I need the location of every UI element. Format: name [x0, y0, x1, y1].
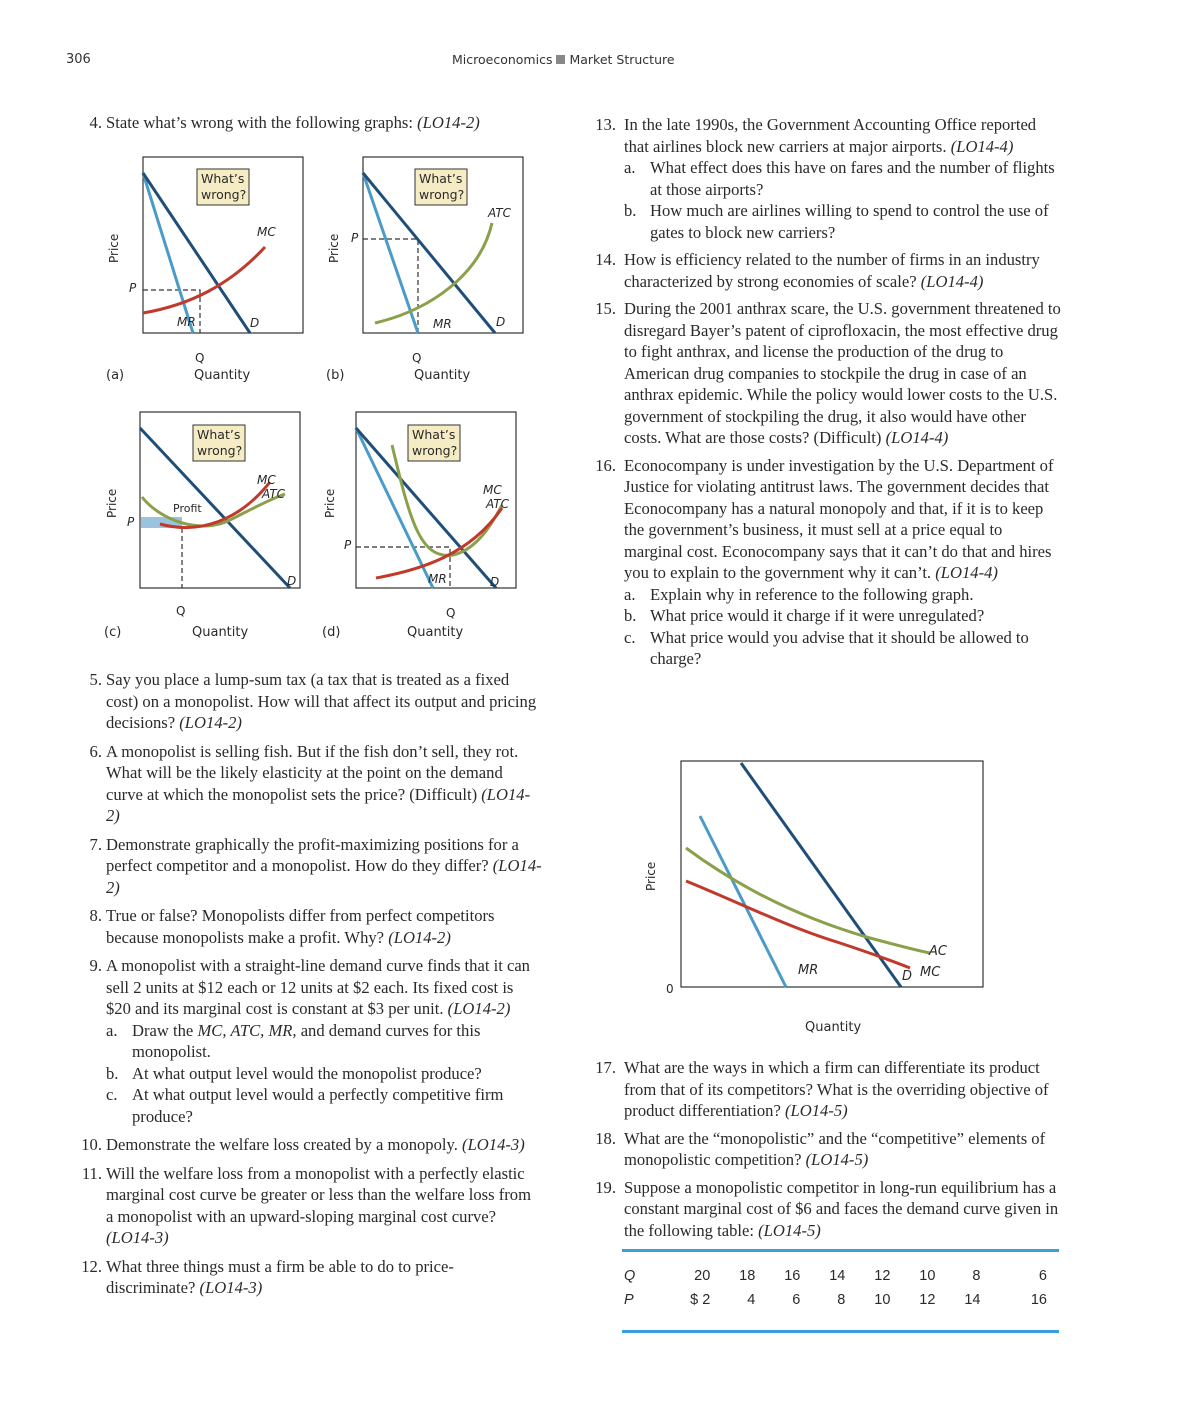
origin-label: 0 — [666, 982, 674, 996]
d-label: D — [250, 316, 260, 330]
question-10: 10. Demonstrate the welfare loss created by a monopoly. (LO14-3) — [81, 1135, 525, 1154]
question-11: 11. Will the welfare loss from a monopolist with a perfectly elastic marginal cost curve be greater or less than the welfare loss from a monopolist with an upward-sloping marginal cost curve? (LO14-3) — [81, 1163, 531, 1247]
question-9a: a. Draw the MC, ATC, MR, and demand curves for this monopolist. — [106, 1020, 481, 1061]
table-cell: 4 — [747, 1292, 756, 1308]
question-16: 16. Econocompany is under investigation by the U.S. Department of Justice for violating antitrust laws. The government decides that Econocompany has a natural monopoly and that, if it is to keep the government’s business, it must sell at a price equal to marginal cost. Econocompany says that it can’t do that and hires you to explain to the government why it can’t. (LO14-4) a. Explain why in reference to the following graph. b. What price would it charge if it were unregulated? c. What price would you advise that it should be allowed to charge? — [594, 455, 1064, 670]
y-axis-label: Price — [327, 233, 341, 263]
mc-label: MC — [920, 965, 941, 980]
question-text: State what’s wrong with the following graphs: — [106, 113, 413, 132]
question-15: 15. During the 2001 anthrax scare, the U.S. government threatened to disregard Bayer’s patent of ciprofloxacin, the most effective drug to fight anthrax, and license the production of the drug to American drug companies to stockpile the drug in case of an anthrax epidemic. While the policy would lower costs to the U.S. government of stockpiling the drug, it also would have other costs. What are those costs? (Difficult) (LO14-4) — [595, 299, 1061, 447]
x-axis-label: Quantity — [407, 625, 464, 640]
learning-objective: (LO14-2) — [417, 113, 480, 132]
question-13a: a. What effect does this have on fares and the number of flights at those airports? — [624, 158, 1055, 199]
y-axis-label: Price — [323, 488, 337, 518]
table-cell: 14 — [829, 1268, 846, 1284]
question-13: 13. In the late 1990s, the Government Accounting Office reported that airlines block new carriers at major airports. (LO14-4) a. What effect does this have on fares and the number of flights at those airports? b. How much are airlines willing to spend to control the use of gates to block new carriers? — [594, 114, 1064, 243]
d-label: D — [287, 574, 297, 588]
question-9c: c. At what output level would a perfectly competitive firm produce? — [106, 1085, 504, 1126]
callout-text: What’s wrong? — [412, 427, 458, 458]
question-13b: b. How much are airlines willing to spend to control the use of gates to block new carriers? — [624, 201, 1049, 242]
table-cell: 16 — [1030, 1292, 1047, 1308]
question-16b: b. What price would it charge if it were unregulated? — [624, 606, 985, 625]
p-label: P — [344, 538, 352, 552]
question-14: 14. How is efficiency related to the number of firms in an industry characterized by strong economies of scale? (LO14-4) — [595, 250, 1040, 291]
question-12: 12. What three things must a firm be able to do to price-discriminate? (LO14-3) — [81, 1256, 454, 1297]
x-axis-label: Quantity — [192, 625, 249, 640]
profit-label: Profit — [173, 502, 202, 515]
graph-c — [100, 410, 330, 655]
p-label: P — [351, 231, 359, 245]
table-cell: 18 — [739, 1268, 756, 1284]
graph-d — [320, 410, 550, 655]
question-16c: c. What price would you advise that it should be allowed to charge? — [624, 627, 1029, 668]
table-cell: 12 — [874, 1268, 891, 1284]
p-label: P — [129, 281, 137, 295]
page-number: 306 — [66, 52, 91, 67]
table-cell: $ 2 — [690, 1292, 711, 1308]
table-cell: 10 — [919, 1268, 936, 1284]
question-17: 17. What are the ways in which a firm can differentiate its product from that of its competitors? What is the overriding objective of product differentiation? (LO14-5) — [595, 1058, 1049, 1120]
table-cell: 12 — [919, 1292, 936, 1308]
q-label: Q — [446, 606, 456, 620]
question-9b: b. At what output level would the monopolist produce? — [106, 1063, 482, 1083]
d-label: D — [902, 969, 913, 984]
table-row-q — [622, 1264, 1059, 1288]
graph-natural-monopoly-svg — [640, 758, 1000, 1043]
question-5: 5. Say you place a lump-sum tax (a tax that is treated as a fixed cost) on a monopolist. How will that affect its output and pricing decisions? (LO14-2) — [89, 670, 537, 732]
table-cell: 6 — [1038, 1268, 1047, 1284]
mc-label: MC — [483, 483, 502, 497]
table-header-q: Q — [624, 1268, 636, 1284]
atc-label: ATC — [488, 206, 512, 220]
ac-label: AC — [929, 944, 947, 959]
mr-label: MR — [433, 317, 452, 331]
callout-text: What’s wrong? — [419, 171, 465, 202]
table-cell: 20 — [694, 1268, 711, 1284]
x-axis-label: Quantity — [194, 368, 251, 383]
mc-label: MC — [257, 225, 276, 239]
atc-label: ATC — [262, 487, 286, 501]
right-questions-top — [594, 114, 1064, 670]
graph-id: (b) — [326, 368, 345, 383]
q-label: Q — [176, 604, 186, 618]
question-19: 19. Suppose a monopolistic competitor in long-run equilibrium has a constant marginal cost of $6 and faces the demand curve given in the following table: (LO14-5) — [595, 1177, 1059, 1240]
y-axis-label: Price — [644, 861, 658, 891]
running-head-section: Microeconomics — [452, 52, 553, 67]
table-cell: 6 — [792, 1292, 801, 1308]
question-6: 6. A monopolist is selling fish. But if the fish don’t sell, they rot. What will be the likely elasticity at the point on the demand curve at which the monopolist sets the price? (Difficult) (LO14-2) — [89, 741, 531, 825]
y-axis-label: Price — [107, 233, 121, 263]
graph-b — [320, 155, 550, 400]
running-head-subsection: Market Structure — [569, 52, 675, 67]
question-number: 4. — [89, 113, 102, 132]
graph-id: (c) — [104, 625, 122, 640]
page-header — [0, 52, 1200, 72]
q-label: Q — [195, 351, 205, 365]
graph-id: (d) — [322, 625, 341, 640]
question-4 — [80, 112, 550, 134]
x-axis-label: Quantity — [414, 368, 471, 383]
square-divider-icon — [556, 55, 565, 64]
table-cell: 16 — [784, 1268, 801, 1284]
graph-id: (a) — [106, 368, 125, 383]
table-cell: 8 — [972, 1268, 981, 1284]
graph-natural-monopoly — [640, 758, 1000, 1048]
y-axis-label: Price — [105, 488, 119, 518]
d-label: D — [490, 575, 500, 589]
q-label: Q — [412, 351, 422, 365]
question-18: 18. What are the “monopolistic” and the “competitive” elements of monopolistic competition? (LO14-5) — [595, 1128, 1046, 1169]
callout-text: What’s wrong? — [201, 171, 247, 202]
graph-a — [100, 155, 330, 400]
question-7: 7. Demonstrate graphically the profit-maximizing positions for a perfect competitor and a monopolist. How do they differ? (LO14-2) — [89, 834, 542, 897]
question-9: 9. A monopolist with a straight-line demand curve finds that it can sell 2 units at $12 each or 12 units at $2 each. Its fixed cost is $20 and its marginal cost is constant at $3 per unit. (LO14-2) a. Draw the MC, ATC, MR, and demand curves for this monopolist. b. At what output level would the monopolist produce? c. At what output level would a perfectly competitive firm produce? — [80, 955, 542, 1127]
mr-label: MR — [177, 315, 196, 329]
table-cell: 14 — [964, 1292, 981, 1308]
running-head — [452, 52, 675, 67]
mr-label: MR — [798, 963, 819, 978]
table-header-p: P — [624, 1292, 634, 1308]
question-16a: a. Explain why in reference to the following graph. — [624, 584, 974, 604]
mc-label: MC — [257, 473, 276, 487]
table-cell: 10 — [874, 1292, 891, 1308]
callout-text: What’s wrong? — [197, 427, 243, 458]
atc-label: ATC — [486, 497, 510, 511]
p-label: P — [127, 515, 135, 529]
right-questions-bottom — [594, 1057, 1064, 1241]
table-cell: 8 — [837, 1292, 846, 1308]
left-questions — [80, 669, 542, 1299]
question-8: 8. True or false? Monopolists differ from perfect competitors because monopolists make a profit. Why? (LO14-2) — [89, 906, 495, 947]
x-axis-label: Quantity — [805, 1020, 862, 1035]
d-label: D — [496, 315, 506, 329]
demand-table — [622, 1249, 1059, 1333]
mr-label: MR — [428, 572, 447, 586]
table-row-p — [622, 1288, 1059, 1312]
